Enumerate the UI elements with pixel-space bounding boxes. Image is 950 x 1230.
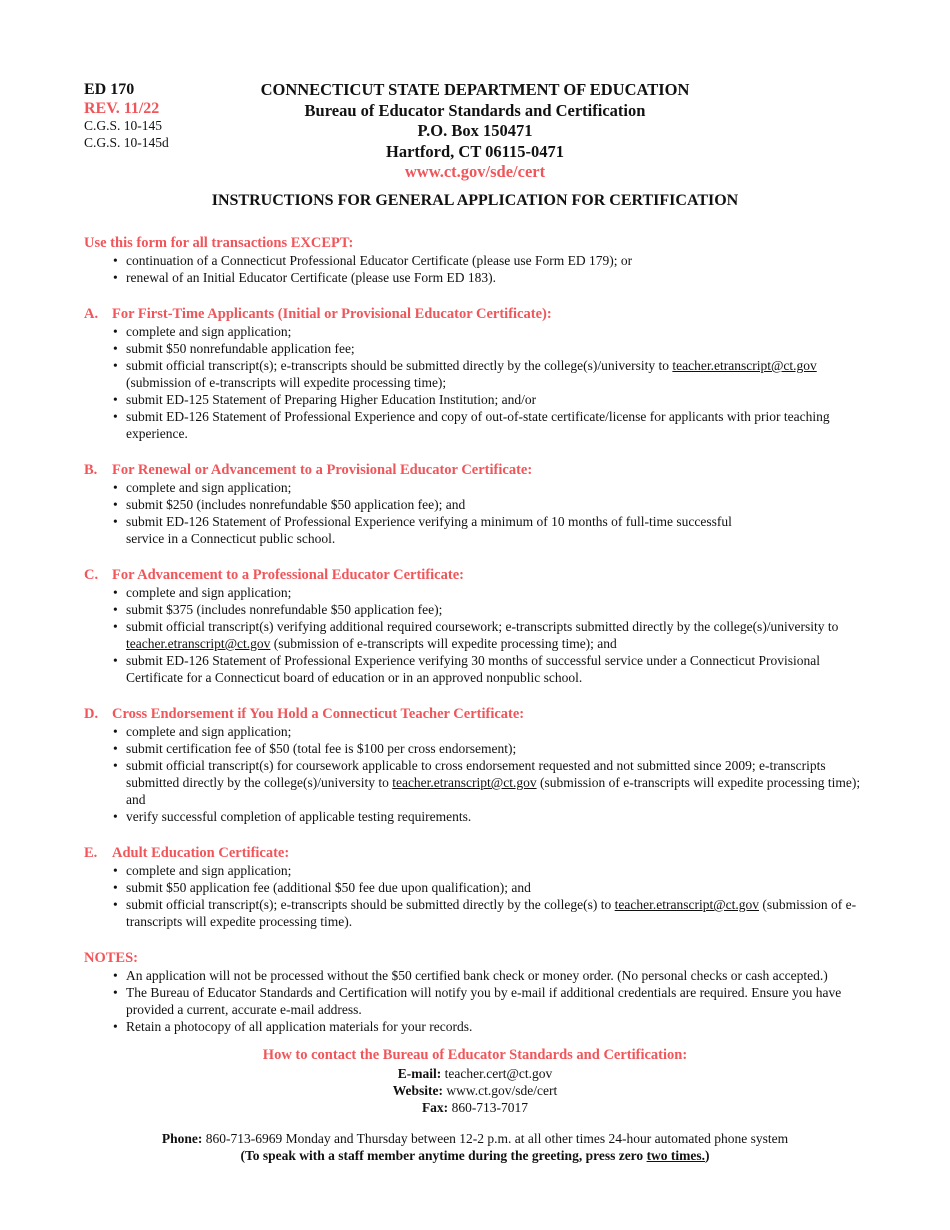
etranscript-email-link[interactable]: teacher.etranscript@ct.gov bbox=[614, 897, 760, 912]
staff-instruction bbox=[84, 1147, 866, 1164]
notes-list bbox=[84, 967, 866, 1035]
item-text: (submission of e-transcripts will expedite processing time); and bbox=[270, 636, 617, 651]
contact-website bbox=[84, 1082, 866, 1099]
list-item: • An application will not be processed without the $50 certified bank check or money order. (No personal checks or cash accepted.) bbox=[112, 967, 866, 984]
intro-heading: Use this form for all transactions EXCEPT: bbox=[84, 235, 354, 251]
form-code: ED 170 bbox=[84, 81, 135, 98]
staff-text: (To speak with a staff member anytime during the greeting, press zero bbox=[240, 1148, 647, 1163]
contact-phone bbox=[84, 1130, 866, 1147]
intro-list bbox=[84, 252, 866, 286]
contact-label: Website: bbox=[392, 1083, 444, 1098]
notes-section bbox=[84, 949, 866, 1035]
section-letter: E. bbox=[84, 845, 98, 861]
section-d bbox=[84, 705, 866, 825]
contact-heading: How to contact the Bureau of Educator Standards and Certification: bbox=[262, 1047, 688, 1063]
contact-block bbox=[84, 1046, 866, 1116]
item-text: (submission of e-transcripts will expedite processing time); bbox=[126, 375, 447, 390]
section-heading bbox=[84, 844, 866, 862]
statute-ref: C.G.S. 10-145 bbox=[84, 118, 163, 133]
list-item: • submit ED-126 Statement of Professional Experience verifying 30 months of successful service under a Connecticut Provisional Certificate for a Connecticut board of education or in an approved nonpublic school. bbox=[112, 652, 866, 686]
list-item bbox=[112, 757, 866, 808]
list-item bbox=[112, 357, 866, 391]
form-identifier bbox=[84, 80, 169, 151]
phone-value: 860-713-6969 Monday and Thursday between 12-2 p.m. at all other times 24-hour automated phone system bbox=[205, 1131, 789, 1146]
list-item: • submit ED-126 Statement of Professional Experience and copy of out-of-state certificate/license for applicants with prior teaching experience. bbox=[112, 408, 866, 442]
etranscript-email-link[interactable]: teacher.etranscript@ct.gov bbox=[126, 636, 271, 651]
section-list bbox=[84, 479, 866, 547]
website-link[interactable]: www.ct.gov/sde/cert bbox=[404, 162, 546, 181]
section-heading bbox=[84, 705, 866, 723]
section-heading bbox=[84, 461, 866, 479]
po-box: P.O. Box 150471 bbox=[417, 121, 533, 140]
staff-emphasis: two times. bbox=[646, 1148, 706, 1163]
list-item: • continuation of a Connecticut Professional Educator Certificate (please use Form ED 179); or bbox=[112, 252, 866, 269]
contact-email bbox=[84, 1065, 866, 1082]
section-letter: B. bbox=[84, 462, 98, 478]
website-value[interactable]: www.ct.gov/sde/cert bbox=[446, 1083, 558, 1098]
item-line: service in a Connecticut public school. bbox=[126, 531, 336, 546]
staff-text: ) bbox=[705, 1148, 710, 1163]
city-line: Hartford, CT 06115-0471 bbox=[386, 141, 564, 161]
list-item: • complete and sign application; bbox=[112, 479, 866, 496]
etranscript-email-link[interactable]: teacher.etranscript@ct.gov bbox=[392, 775, 537, 790]
item-text: submit official transcript(s); e-transcripts should be submitted directly by the college(s) to bbox=[126, 897, 615, 912]
list-item: • verify successful completion of applicable testing requirements. bbox=[112, 808, 866, 825]
contact-label: Fax: bbox=[421, 1100, 449, 1115]
list-item: • submit ED-125 Statement of Preparing Higher Education Institution; and/or bbox=[112, 391, 866, 408]
section-list bbox=[84, 862, 866, 930]
section-heading bbox=[84, 566, 866, 584]
item-text: submit official transcript(s); e-transcripts should be submitted directly by the college(s)/university to bbox=[126, 358, 673, 373]
section-list bbox=[84, 723, 866, 825]
section-title: For Renewal or Advancement to a Provisional Educator Certificate: bbox=[112, 462, 533, 478]
email-value[interactable]: teacher.cert@ct.gov bbox=[444, 1066, 553, 1081]
list-item: • submit $50 nonrefundable application fee; bbox=[112, 340, 866, 357]
item-text: (submission of e-transcripts will expedite processing time). bbox=[126, 897, 857, 929]
notes-heading: NOTES: bbox=[84, 950, 138, 966]
section-title: Adult Education Certificate: bbox=[112, 845, 290, 861]
contact-label: E-mail: bbox=[397, 1066, 442, 1081]
bureau-name: Bureau of Educator Standards and Certification bbox=[304, 100, 646, 120]
section-b bbox=[84, 461, 866, 547]
section-title: Cross Endorsement if You Hold a Connecticut Teacher Certificate: bbox=[112, 706, 525, 722]
instructions-body bbox=[84, 234, 866, 1054]
etranscript-email-link[interactable]: teacher.etranscript@ct.gov bbox=[672, 358, 817, 373]
fax-value: 860-713-7017 bbox=[451, 1100, 529, 1115]
list-item: • submit $375 (includes nonrefundable $50 application fee); bbox=[112, 601, 866, 618]
list-item: • submit $250 (includes nonrefundable $50 application fee); and bbox=[112, 496, 866, 513]
list-item: • The Bureau of Educator Standards and Certification will notify you by e-mail if additional credentials are required. Ensure you have provided a current, accurate e-mail address. bbox=[112, 984, 866, 1018]
department-name: CONNECTICUT STATE DEPARTMENT OF EDUCATION bbox=[260, 80, 690, 99]
section-letter: C. bbox=[84, 567, 99, 583]
section-a bbox=[84, 305, 866, 442]
list-item: • complete and sign application; bbox=[112, 723, 866, 740]
list-item bbox=[112, 513, 866, 547]
section-letter: A. bbox=[84, 306, 99, 322]
section-heading bbox=[84, 305, 866, 323]
phone-block bbox=[84, 1130, 866, 1164]
section-e bbox=[84, 844, 866, 930]
list-item bbox=[112, 618, 866, 652]
list-item: • submit certification fee of $50 (total fee is $100 per cross endorsement); bbox=[112, 740, 866, 757]
list-item: • complete and sign application; bbox=[112, 862, 866, 879]
page-title: INSTRUCTIONS FOR GENERAL APPLICATION FOR CERTIFICATION bbox=[211, 192, 739, 209]
agency-header bbox=[200, 80, 750, 183]
section-list bbox=[84, 323, 866, 442]
list-item: • complete and sign application; bbox=[112, 584, 866, 601]
contact-label: Phone: bbox=[161, 1131, 203, 1146]
contact-fax bbox=[84, 1099, 866, 1116]
intro-section bbox=[84, 234, 866, 286]
item-text: submit official transcript(s) for coursework applicable to cross endorsement requested and not submitted since 2009; e-transcripts submitted directly by the college(s)/university to bbox=[126, 758, 826, 790]
list-item bbox=[112, 896, 866, 930]
section-c bbox=[84, 566, 866, 686]
item-line: • submit ED-126 Statement of Professional Experience verifying a minimum of 10 months of full-time successful bbox=[126, 514, 732, 529]
statute-ref: C.G.S. 10-145d bbox=[84, 134, 169, 150]
list-item: • complete and sign application; bbox=[112, 323, 866, 340]
revision-date: REV. 11/22 bbox=[84, 100, 160, 117]
section-list bbox=[84, 584, 866, 686]
section-title: For Advancement to a Professional Educator Certificate: bbox=[112, 567, 464, 583]
item-text: submit official transcript(s) verifying additional required coursework; e-transcripts submitted directly by the college(s)/university to bbox=[126, 619, 839, 634]
list-item: • submit $50 application fee (additional $50 fee due upon qualification); and bbox=[112, 879, 866, 896]
list-item: • Retain a photocopy of all application materials for your records. bbox=[112, 1018, 866, 1035]
item-text: (submission of e-transcripts will expedite processing time); and bbox=[126, 775, 861, 807]
section-letter: D. bbox=[84, 706, 99, 722]
section-title: For First-Time Applicants (Initial or Provisional Educator Certificate): bbox=[112, 306, 552, 322]
list-item: • renewal of an Initial Educator Certificate (please use Form ED 183). bbox=[112, 269, 866, 286]
